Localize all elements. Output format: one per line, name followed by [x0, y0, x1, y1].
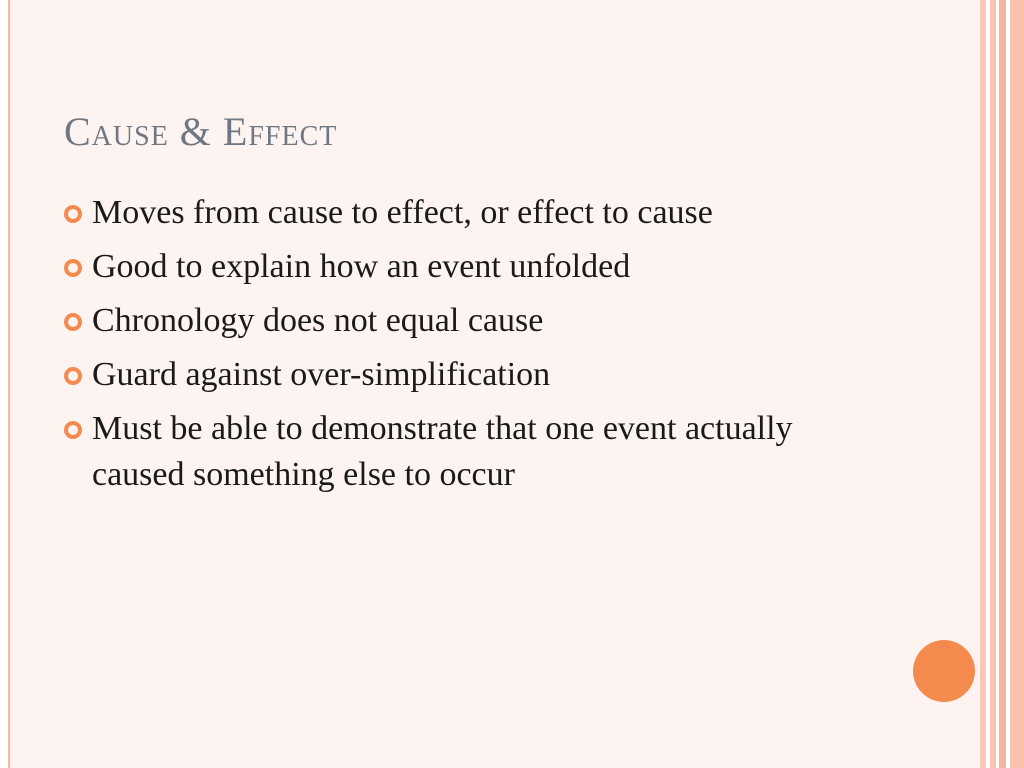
accent-circle-decoration — [913, 640, 975, 702]
right-border-stripe — [1010, 0, 1024, 768]
bullet-item — [62, 352, 882, 398]
bullet-text: Must be able to demonstrate that one event actually caused something else to occur — [92, 410, 793, 493]
ring-bullet-icon — [64, 421, 82, 439]
bullet-item — [62, 190, 882, 236]
bullet-text: Chronology does not equal cause — [92, 302, 544, 339]
ring-bullet-icon — [64, 205, 82, 223]
bullet-item — [62, 244, 882, 290]
bullet-list — [62, 190, 882, 506]
ring-bullet-icon — [64, 313, 82, 331]
slide-title: Cause & Effect — [64, 109, 338, 154]
bullet-text: Moves from cause to effect, or effect to cause — [92, 194, 713, 231]
bullet-item — [62, 298, 882, 344]
ring-bullet-icon — [64, 367, 82, 385]
ring-bullet-icon — [64, 259, 82, 277]
right-border-stripe — [999, 0, 1006, 768]
bullet-text: Good to explain how an event unfolded — [92, 248, 631, 285]
bullet-text: Guard against over-simplification — [92, 356, 551, 393]
bullet-item — [62, 406, 882, 498]
